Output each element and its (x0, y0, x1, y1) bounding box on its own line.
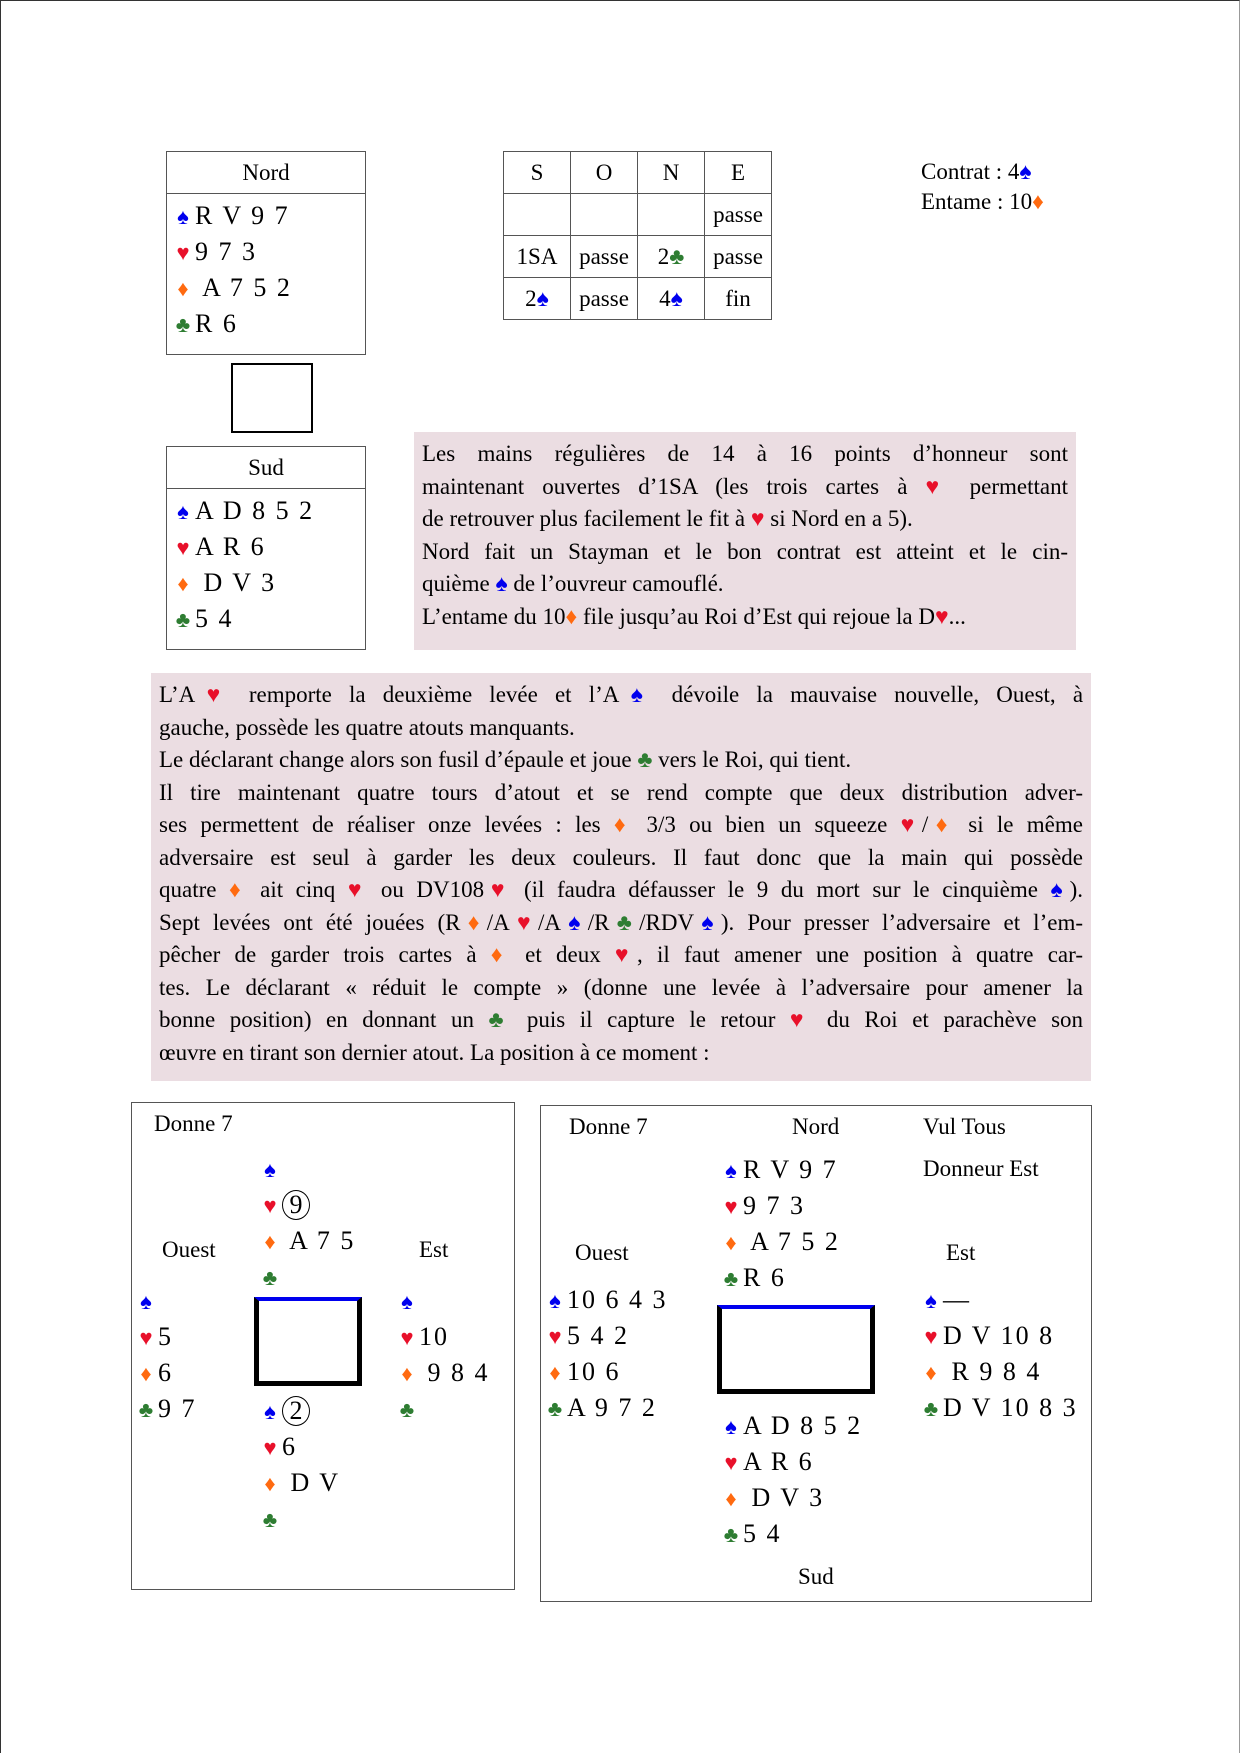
club-icon: ♣ (547, 1396, 563, 1421)
deal-label: Donne 7 (569, 1114, 648, 1139)
heart-icon: ♥ (195, 682, 232, 707)
bidding-row (504, 194, 772, 236)
heart-icon: ♥ (347, 877, 369, 902)
text-span: quième (422, 571, 496, 596)
circled-card: 2 (282, 1396, 310, 1426)
east-diamonds-row (395, 1355, 490, 1391)
west-clubs: 9 7 (158, 1394, 197, 1423)
club-icon: ♣ (923, 1396, 939, 1421)
heart-icon: ♥ (750, 506, 765, 531)
text-line (159, 809, 1083, 842)
text-span: puis il capture le retour (512, 1007, 790, 1032)
text-span: ses permettent de réaliser onze levées : les (159, 812, 614, 837)
west-hearts: 5 (158, 1322, 173, 1351)
circled-card: 9 (282, 1190, 310, 1220)
west-hearts-row (543, 1318, 668, 1354)
spade-icon: ♠ (1050, 877, 1070, 902)
south-spades: A D 8 5 2 (743, 1411, 863, 1440)
heart-icon: ♥ (509, 909, 538, 935)
full-east-hand (919, 1282, 1078, 1426)
position-diagram (131, 1102, 515, 1590)
bidding-row (504, 278, 772, 320)
diamond-icon: ♦ (1032, 189, 1044, 214)
text-span: remporte la deuxième levée et l’A (231, 682, 620, 707)
text-span: pêcher de garder trois cartes à (159, 942, 491, 967)
bid-cell (504, 194, 571, 236)
south-hand-title: Sud (167, 447, 365, 489)
spade-icon: ♠ (619, 682, 655, 707)
north-spades-row (719, 1152, 840, 1188)
south-diamonds-row (258, 1465, 340, 1501)
north-diamonds: A 7 5 2 (195, 273, 292, 302)
bid-cell: passe (705, 194, 772, 236)
bidding-table (503, 151, 772, 320)
east-label: Est (419, 1237, 449, 1262)
dealer-label: Donneur Est (923, 1156, 1039, 1181)
text-span: ). (1069, 877, 1083, 902)
spade-icon: ♠ (264, 1399, 276, 1424)
bidding-header-west: O (571, 152, 638, 194)
north-hearts-row (719, 1188, 840, 1224)
north-clubs-row (719, 1260, 840, 1296)
text-line (159, 907, 1083, 940)
text-line: gauche, possède les quatre atouts manquants. (159, 714, 575, 740)
text-line (422, 471, 1068, 504)
east-clubs: D V 10 8 3 (943, 1393, 1078, 1422)
diamond-icon: ♦ (229, 877, 248, 902)
diamond-icon: ♦ (613, 812, 634, 837)
diamond-icon: ♦ (401, 1361, 413, 1386)
text-line (422, 503, 1068, 536)
position-west-hand (134, 1283, 197, 1427)
bid-cell: fin (705, 278, 772, 320)
text-span: 3/3 ou bien un squeeze (633, 812, 901, 837)
text-line (159, 744, 1083, 777)
spade-icon: ♠ (549, 1288, 561, 1313)
south-spades-row (258, 1393, 340, 1429)
south-diamonds-row (171, 565, 361, 601)
east-hearts: D V 10 8 (943, 1321, 1055, 1350)
text-span: /RDV (639, 909, 695, 935)
text-span: si Nord en a 5). (764, 506, 913, 531)
south-hearts-row (719, 1444, 862, 1480)
club-icon: ♣ (723, 1522, 739, 1547)
text-span: si le même (955, 812, 1083, 837)
text-span: file jusqu’au Roi d’Est qui rejoue la D (577, 603, 935, 629)
south-diamonds: D V 3 (743, 1483, 825, 1512)
text-span: ). Pour presser l’adversaire et l’em- (720, 909, 1083, 935)
text-span: (il faudra défausser le 9 du mort sur le cinquième (511, 877, 1051, 902)
vulnerability-label: Vul Tous (923, 1114, 1006, 1139)
text-line (422, 601, 1068, 634)
south-spades-row (171, 493, 361, 529)
position-north-hand (258, 1151, 355, 1295)
full-south-hand (719, 1408, 862, 1552)
full-north-hand (719, 1152, 840, 1296)
bid-cell: passe (571, 278, 638, 320)
south-hearts-row (258, 1429, 340, 1465)
text-span: L’entame du 10 (422, 603, 566, 629)
club-icon: ♣ (609, 909, 640, 935)
south-hearts: A R 6 (743, 1447, 814, 1476)
commentary-block-2 (151, 673, 1091, 1081)
text-span: L’A (159, 682, 196, 707)
west-spades: 10 6 4 3 (567, 1285, 668, 1314)
heart-icon: ♥ (924, 1324, 938, 1349)
bidding-header-south: S (504, 152, 571, 194)
club-icon: ♣ (399, 1397, 415, 1422)
position-east-hand (395, 1283, 490, 1427)
south-clubs-row (258, 1501, 340, 1537)
east-hearts-row (395, 1319, 490, 1355)
south-spades: A D 8 5 2 (195, 496, 315, 525)
club-icon: ♣ (637, 747, 653, 772)
heart-icon: ♥ (484, 877, 512, 902)
north-hand-box (166, 151, 366, 355)
text-span: ... (948, 603, 966, 629)
west-hearts-row (134, 1319, 197, 1355)
south-diamonds-row (719, 1480, 862, 1516)
diamond-icon: ♦ (725, 1230, 737, 1255)
west-label: Ouest (575, 1240, 629, 1265)
diamond-icon: ♦ (928, 812, 955, 837)
bid-cell: 1SA (504, 236, 571, 278)
spade-icon: ♠ (694, 909, 721, 935)
heart-icon: ♥ (139, 1325, 153, 1350)
north-clubs-row (258, 1259, 355, 1295)
text-span: quatre (159, 877, 230, 902)
east-spades: — (943, 1285, 971, 1314)
heart-icon: ♥ (724, 1450, 738, 1475)
east-spades-row (919, 1282, 1078, 1318)
text-span: ait cinq (247, 877, 348, 902)
text-span: maintenant ouvertes d’1SA (les trois cartes à (422, 473, 926, 499)
contract-line (921, 157, 1044, 187)
north-spades-row (258, 1151, 355, 1187)
club-icon: ♣ (669, 243, 685, 269)
south-hearts-row (171, 529, 361, 565)
west-hearts: 5 4 2 (567, 1321, 629, 1350)
text-line: tes. Le déclarant « réduit le compte » (donne une levée à l’adversaire pour amener la (159, 974, 1083, 1000)
spade-icon: ♠ (725, 1158, 737, 1183)
bid-cell (638, 278, 705, 320)
north-hearts-row (171, 234, 361, 270)
east-hearts-row (919, 1318, 1078, 1354)
bid-cell (638, 194, 705, 236)
west-diamonds: 10 6 (567, 1357, 621, 1386)
diamond-icon: ♦ (725, 1486, 737, 1511)
heart-icon: ♥ (900, 812, 922, 837)
bid-cell (504, 278, 571, 320)
east-diamonds: 9 8 4 (419, 1358, 490, 1387)
text-span: dévoile la mauvaise nouvelle, Ouest, à (654, 682, 1084, 707)
bid-cell: passe (705, 236, 772, 278)
spade-icon: ♠ (177, 204, 189, 229)
east-clubs-row (395, 1391, 490, 1427)
spade-icon: ♠ (725, 1414, 737, 1439)
spade-icon: ♠ (536, 285, 549, 311)
text-span: Le déclarant change alors son fusil d’épaule et joue (159, 747, 638, 772)
club-icon: ♣ (175, 607, 191, 632)
diamond-icon: ♦ (549, 1360, 561, 1385)
bid-level: 4 (659, 285, 671, 311)
north-hearts: 9 7 3 (195, 237, 257, 266)
spade-icon: ♠ (560, 909, 588, 935)
full-deal-diagram (540, 1105, 1092, 1602)
text-line (422, 568, 1068, 601)
club-icon: ♣ (723, 1266, 739, 1291)
club-icon: ♣ (138, 1397, 154, 1422)
club-icon: ♣ (262, 1265, 278, 1290)
heart-icon: ♥ (176, 535, 190, 560)
south-clubs-row (719, 1516, 862, 1552)
south-hand-box (166, 446, 366, 650)
bid-cell: passe (571, 236, 638, 278)
west-diamonds: 6 (158, 1358, 173, 1387)
south-clubs: 5 4 (743, 1519, 782, 1548)
north-label: Nord (792, 1114, 840, 1139)
west-diamonds-row (543, 1354, 668, 1390)
heart-icon: ♥ (724, 1194, 738, 1219)
south-clubs-row (171, 601, 361, 637)
lead-line (921, 187, 1044, 217)
diamond-icon: ♦ (177, 276, 189, 301)
text-span: /A (486, 909, 510, 935)
bid-level: 2 (525, 285, 537, 311)
east-spades-row (395, 1283, 490, 1319)
bidding-header-north: N (638, 152, 705, 194)
text-line (159, 874, 1083, 907)
text-span: / (921, 812, 929, 837)
bidding-header-row (504, 152, 772, 194)
text-span: Sept levées ont été jouées (R (159, 909, 461, 935)
spade-icon: ♠ (495, 571, 508, 596)
west-label: Ouest (162, 1237, 216, 1262)
text-span: /R (587, 909, 610, 935)
text-line: Il tire maintenant quatre tours d’atout et se rend compte que deux distribution adver- (159, 779, 1083, 805)
north-diamonds: A 7 5 (282, 1226, 356, 1255)
east-clubs-row (919, 1390, 1078, 1426)
north-clubs: R 6 (743, 1263, 786, 1292)
heart-icon: ♥ (614, 942, 638, 967)
diamond-icon: ♦ (565, 603, 578, 629)
east-diamonds: R 9 8 4 (943, 1357, 1042, 1386)
text-span: /A (537, 909, 561, 935)
north-clubs-row (171, 306, 361, 342)
south-hearts: 6 (282, 1432, 297, 1461)
west-spades-row (543, 1282, 668, 1318)
spade-icon: ♠ (1019, 159, 1032, 184)
text-line: adversaire est seul à garder les deux couleurs. Il faut donc que la main qui possède (159, 844, 1083, 870)
south-label: Sud (798, 1564, 834, 1589)
heart-icon: ♥ (925, 473, 952, 499)
spade-icon: ♠ (140, 1289, 152, 1314)
club-icon: ♣ (262, 1507, 278, 1532)
heart-icon: ♥ (400, 1325, 414, 1350)
contract-label: Contrat : 4 (921, 159, 1020, 184)
table-rectangle (717, 1305, 875, 1394)
diamond-icon: ♦ (264, 1229, 276, 1254)
east-hearts: 10 (419, 1322, 449, 1351)
north-spades-row (171, 198, 361, 234)
west-clubs: A 9 7 2 (567, 1393, 657, 1422)
west-clubs-row (543, 1390, 668, 1426)
south-diamonds: D V 3 (195, 568, 277, 597)
text-span: de retrouver plus facilement le fit à (422, 506, 751, 531)
west-diamonds-row (134, 1355, 197, 1391)
diamond-icon: ♦ (460, 909, 487, 935)
spade-icon: ♠ (925, 1288, 937, 1313)
north-hand-title: Nord (167, 152, 365, 194)
north-diamonds-row (171, 270, 361, 306)
heart-icon: ♥ (176, 240, 190, 265)
table-rectangle (254, 1297, 362, 1386)
text-span: bonne position) en donnant un (159, 1007, 489, 1032)
south-clubs: 5 4 (195, 604, 234, 633)
text-span: vers le Roi, qui tient. (652, 747, 852, 772)
text-line: œuvre en tirant son dernier atout. La position à ce moment : (159, 1039, 710, 1065)
spade-icon: ♠ (670, 285, 683, 311)
north-clubs: R 6 (195, 309, 238, 338)
west-spades-row (134, 1283, 197, 1319)
commentary-block-1 (414, 432, 1076, 650)
heart-icon: ♥ (263, 1193, 277, 1218)
club-icon: ♣ (488, 1007, 513, 1032)
diamond-icon: ♦ (264, 1471, 276, 1496)
contract-info (921, 157, 1044, 217)
text-line (159, 939, 1083, 972)
deal-label: Donne 7 (154, 1111, 233, 1136)
text-line (159, 679, 1083, 712)
position-south-hand (258, 1393, 340, 1537)
north-diamonds-row (258, 1223, 355, 1259)
heart-icon: ♥ (789, 1007, 813, 1032)
text-span: et deux (510, 942, 615, 967)
bidding-row (504, 236, 772, 278)
east-diamonds-row (919, 1354, 1078, 1390)
text-line: Nord fait un Stayman et le bon contrat est atteint et le cin- (422, 538, 1068, 564)
diamond-icon: ♦ (925, 1360, 937, 1385)
spade-icon: ♠ (177, 499, 189, 524)
full-west-hand (543, 1282, 668, 1426)
north-diamonds: A 7 5 2 (743, 1227, 840, 1256)
club-icon: ♣ (175, 312, 191, 337)
lead-label: Entame : 10 (921, 189, 1033, 214)
diamond-icon: ♦ (490, 942, 511, 967)
table-rectangle (231, 363, 313, 433)
text-span: , il faut amener une position à quatre car- (637, 942, 1083, 967)
text-span: permettant (951, 473, 1069, 499)
north-hearts: 9 7 3 (743, 1191, 805, 1220)
south-diamonds: D V (282, 1468, 341, 1497)
north-spades: R V 9 7 (195, 201, 290, 230)
spade-icon: ♠ (264, 1157, 276, 1182)
text-span: ou DV108 (368, 877, 485, 902)
bid-level: 2 (657, 243, 670, 269)
text-span: du Roi et parachève son (812, 1007, 1084, 1032)
north-diamonds-row (719, 1224, 840, 1260)
heart-icon: ♥ (934, 603, 949, 629)
text-line: Les mains régulières de 14 à 16 points d’honneur sont (422, 441, 1068, 466)
north-hearts-row (258, 1187, 355, 1223)
heart-icon: ♥ (263, 1435, 277, 1460)
west-clubs-row (134, 1391, 197, 1427)
east-label: Est (946, 1240, 976, 1265)
bidding-header-east: E (705, 152, 772, 194)
south-hearts: A R 6 (195, 532, 266, 561)
south-spades-row (719, 1408, 862, 1444)
diamond-icon: ♦ (140, 1361, 152, 1386)
text-line (159, 1004, 1083, 1037)
heart-icon: ♥ (548, 1324, 562, 1349)
bid-cell (638, 236, 705, 278)
spade-icon: ♠ (401, 1289, 413, 1314)
north-spades: R V 9 7 (743, 1155, 838, 1184)
text-span: de l’ouvreur camouflé. (507, 571, 724, 596)
bid-cell (571, 194, 638, 236)
diamond-icon: ♦ (177, 571, 189, 596)
